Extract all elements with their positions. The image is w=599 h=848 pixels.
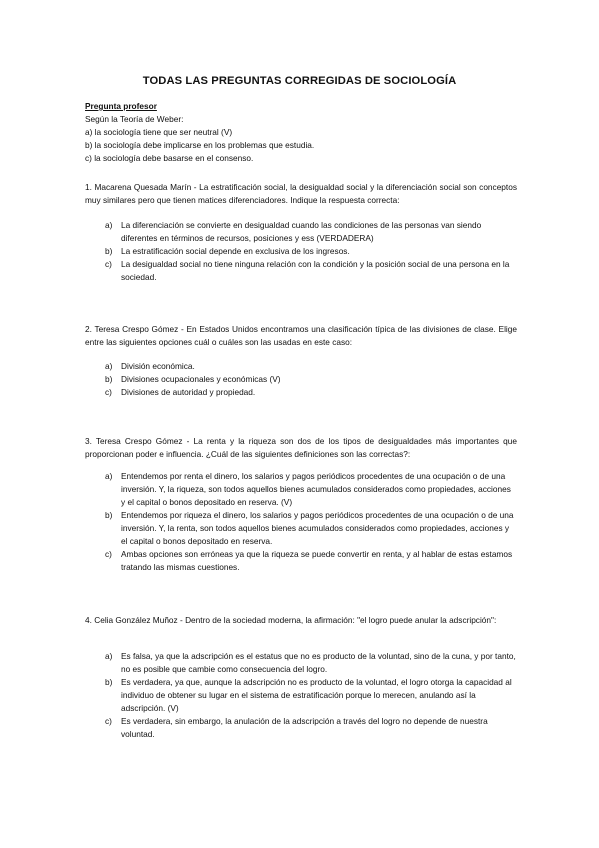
option-item <box>85 509 517 548</box>
question-4-options <box>85 650 517 741</box>
option-item <box>85 245 517 258</box>
page-title: TODAS LAS PREGUNTAS CORREGIDAS DE SOCIOLOGÍA <box>142 75 457 87</box>
option-text: Entendemos por riqueza el dinero, los salarios y pagos periódicos procedentes de una ocupación o de una inversión. Y, la renta, son todos aquellos bienes acumulados considerados como propiedades, acciones y el capital o bonos depositado en reserva. <box>121 510 514 546</box>
option-label: b) <box>105 510 113 520</box>
question-4-text: 4. Celia González Muñoz - Dentro de la sociedad moderna, la afirmación: "el logro puede anular la adscripción": <box>85 615 497 625</box>
option-label: c) <box>105 716 112 726</box>
option-text: La estratificación social depende en exclusiva de los ingresos. <box>121 246 350 256</box>
option-item <box>85 258 517 284</box>
option-label: b) <box>105 677 113 687</box>
intro-section <box>85 100 517 165</box>
question-2-text: 2. Teresa Crespo Gómez - En Estados Unidos encontramos una clasificación típica de las divisiones de clase. Elige entre las siguientes opciones cuál o cuáles son las usadas en este caso: <box>85 324 517 347</box>
option-item <box>85 676 517 715</box>
question-3-options <box>85 470 517 574</box>
question-1-text: 1. Macarena Quesada Marín - La estratificación social, la desigualdad social y la diferenciación social son conceptos muy similares pero que tienen matices diferenciadores. Indique la respuesta correcta: <box>85 182 517 205</box>
intro-option: b) la sociología debe implicarse en los problemas que estudia. <box>85 140 315 150</box>
option-label: a) <box>105 471 113 481</box>
intro-question: Según la Teoría de Weber: <box>85 114 184 124</box>
question-3-text: 3. Teresa Crespo Gómez - La renta y la riqueza son dos de los tipos de desigualdades más importantes que proporcionan poder e influencia. ¿Cuál de las siguientes definiciones son las correctas?: <box>85 436 517 459</box>
option-text: Divisiones de autoridad y propiedad. <box>121 387 256 397</box>
option-text: Ambas opciones son erróneas ya que la riqueza se puede convertir en renta, y al hablar de estas estamos tratando las mismas cuestiones. <box>121 549 513 572</box>
option-text: La desigualdad social no tiene ninguna relación con la condición y la posición social de una persona en la sociedad. <box>121 259 510 282</box>
option-item <box>85 715 517 741</box>
question-2-options <box>85 360 517 399</box>
option-text: Entendemos por renta el dinero, los salarios y pagos periódicos procedentes de una ocupación o de una inversión. Y, la riqueza, son todos aquellos bienes acumulados considerados como propiedades, acciones y el capital o bonos depositado en reserva. (V) <box>121 471 511 507</box>
option-label: a) <box>105 361 113 371</box>
option-text: Divisiones ocupacionales y económicas (V) <box>121 374 281 384</box>
option-label: b) <box>105 374 113 384</box>
question-1-options <box>85 219 517 284</box>
option-item <box>85 650 517 676</box>
option-text: Es verdadera, ya que, aunque la adscripción no es producto de la voluntad, el logro otorga la capacidad al individuo de obtener su lugar en el sistema de estratificación porque lo merecen, anulando así la adscripción. (V) <box>121 677 512 713</box>
intro-option: a) la sociología tiene que ser neutral (V) <box>85 127 233 137</box>
option-item <box>85 386 517 399</box>
option-item <box>85 548 517 574</box>
option-item <box>85 470 517 509</box>
option-item <box>85 373 517 386</box>
option-label: a) <box>105 651 113 661</box>
intro-option: c) la sociología debe basarse en el consenso. <box>85 153 254 163</box>
option-text: Es falsa, ya que la adscripción es el estatus que no es producto de la voluntad, sino de la cuna, y por tanto, no es posible que cambie como consecuencia del logro. <box>121 651 516 674</box>
option-label: a) <box>105 220 113 230</box>
option-text: Es verdadera, sin embargo, la anulación de la adscripción a través del logro no depende de nuestra voluntad. <box>121 716 488 739</box>
option-text: La diferenciación se convierte en desigualdad cuando las condiciones de las personas van siendo diferentes en términos de recursos, posiciones y ess (VERDADERA) <box>121 220 482 243</box>
option-label: b) <box>105 246 113 256</box>
option-label: c) <box>105 387 112 397</box>
option-label: c) <box>105 259 112 269</box>
option-text: División económica. <box>121 361 195 371</box>
option-item <box>85 360 517 373</box>
intro-heading: Pregunta profesor <box>85 101 157 111</box>
option-item <box>85 219 517 245</box>
option-label: c) <box>105 549 112 559</box>
